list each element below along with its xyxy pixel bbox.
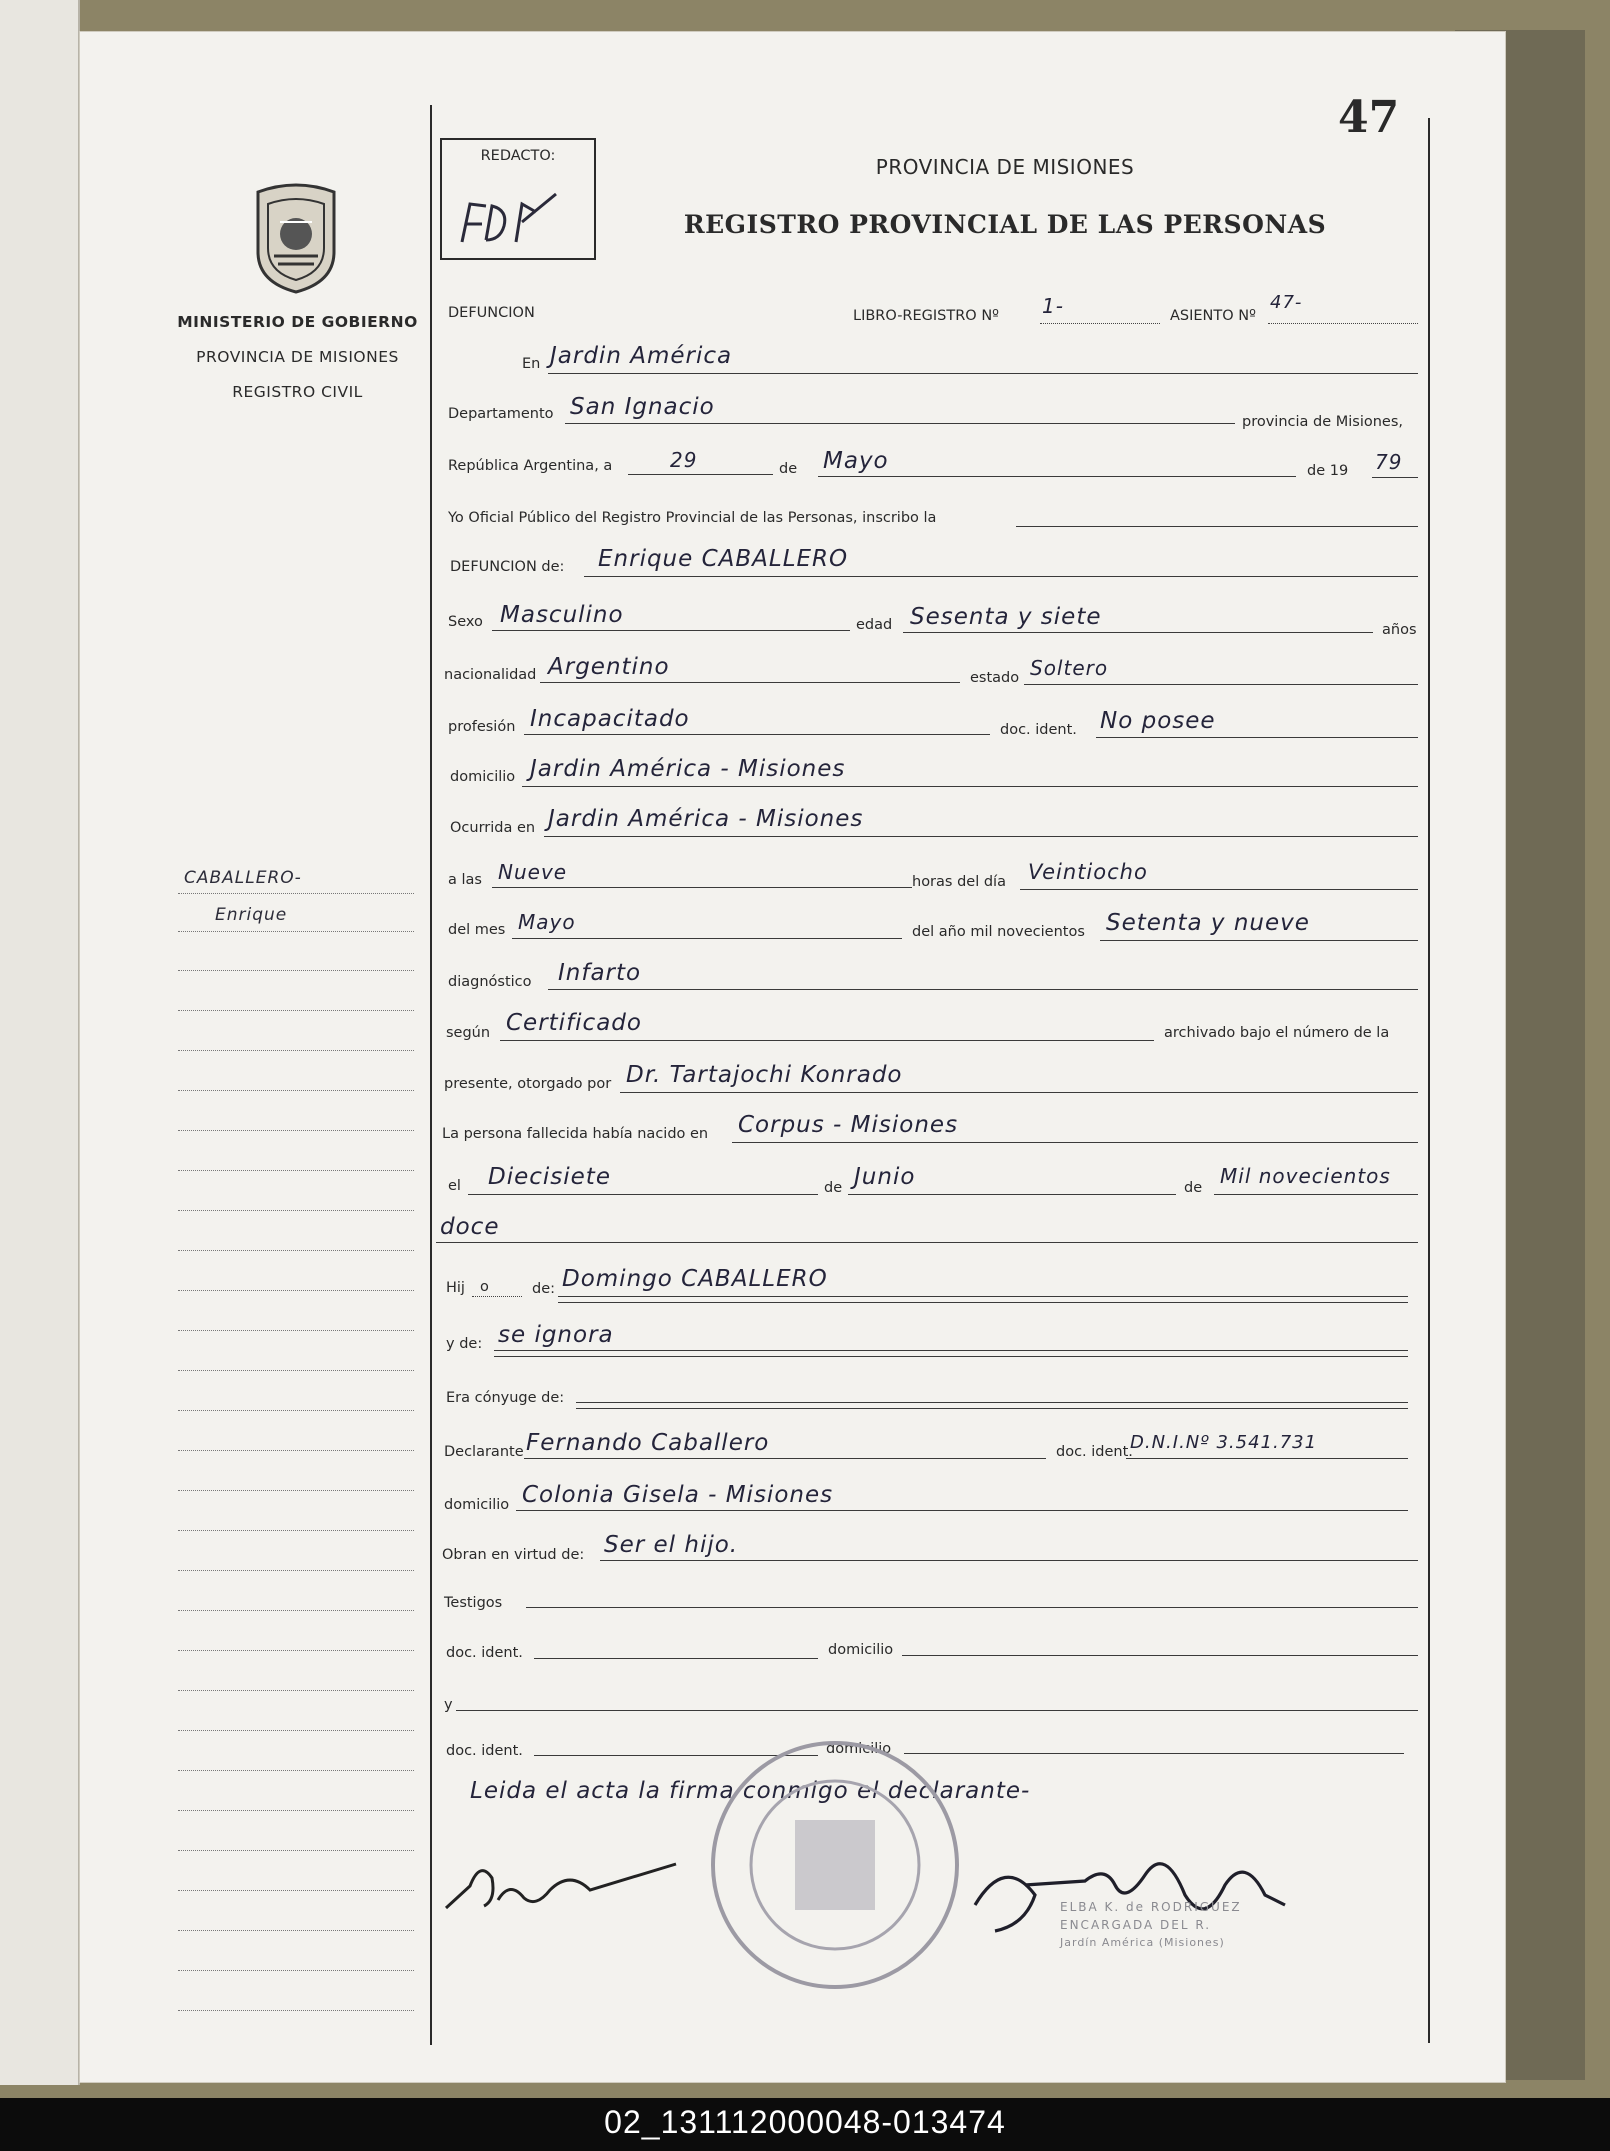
margin-note-name: Enrique xyxy=(215,905,288,925)
page-number: 47 xyxy=(1338,92,1400,143)
y-de-label: y de: xyxy=(446,1336,483,1352)
doc-ident-value: No posee xyxy=(1100,708,1216,734)
del-mes-label: del mes xyxy=(448,922,506,938)
edad-label: edad xyxy=(856,617,893,633)
a-las-label: a las xyxy=(448,872,482,888)
departamento-label: Departamento xyxy=(448,406,554,422)
birth-year-value-2: doce xyxy=(440,1214,500,1240)
decl-domicilio-label: domicilio xyxy=(444,1497,510,1513)
month-de-label: de xyxy=(779,461,798,477)
month-value: Mayo xyxy=(823,448,889,474)
decl-doc-value: D.N.I.Nº 3.541.731 xyxy=(1130,1432,1318,1453)
nacionalidad-value: Argentino xyxy=(548,654,670,680)
archivado-label: archivado bajo el número de la xyxy=(1164,1025,1390,1041)
diagnostico-value: Infarto xyxy=(558,960,642,986)
registry-seal-icon xyxy=(705,1735,965,1995)
provincia-suffix: provincia de Misiones, xyxy=(1242,414,1404,430)
del-mes-value: Mayo xyxy=(518,910,576,934)
redacto-label: REDACTO: xyxy=(480,148,556,164)
conyuge-label: Era cónyuge de: xyxy=(446,1390,565,1406)
segun-label: según xyxy=(446,1025,491,1041)
y-label: y xyxy=(444,1697,453,1713)
witness2-domicilio-label: domicilio xyxy=(826,1741,892,1757)
declarante-label: Declarante xyxy=(444,1444,524,1460)
sexo-label: Sexo xyxy=(448,614,483,630)
presente-label: presente, otorgado por xyxy=(444,1076,612,1092)
declarant-signature-icon xyxy=(440,1850,680,1920)
right-border xyxy=(1428,118,1430,2043)
testigos-label: Testigos xyxy=(444,1595,503,1611)
anos-label: años xyxy=(1382,622,1417,638)
birth-day-value: Diecisiete xyxy=(488,1164,611,1190)
del-ano-label: del año mil novecientos xyxy=(912,924,1085,940)
diagnostico-label: diagnóstico xyxy=(448,974,532,990)
horas-label: horas del día xyxy=(912,874,1006,890)
witness2-doc-label: doc. ident. xyxy=(446,1743,523,1759)
provincial-seal-icon xyxy=(248,182,344,294)
mother-value: se ignora xyxy=(498,1322,614,1348)
a-las-value: Nueve xyxy=(498,860,568,884)
officer-stamp-name: ELBA K. de RODRIGUEZ xyxy=(1060,1900,1242,1914)
facing-page xyxy=(0,0,80,2085)
hijo-label: Hij xyxy=(446,1280,465,1296)
del-ano-value: Setenta y nueve xyxy=(1106,910,1310,936)
horas-value: Veintiocho xyxy=(1028,860,1148,884)
ministry-province: PROVINCIA DE MISIONES xyxy=(196,348,399,366)
closing-note: Leida el acta la firma conmigo el declarante- xyxy=(470,1778,1031,1804)
domicilio-label: domicilio xyxy=(450,769,516,785)
birth-month-value: Junio xyxy=(854,1164,916,1190)
province-title: PROVINCIA DE MISIONES xyxy=(875,155,1135,179)
declarante-value: Fernando Caballero xyxy=(526,1430,770,1456)
obran-value: Ser el hijo. xyxy=(604,1532,739,1558)
profesion-value: Incapacitado xyxy=(530,706,690,732)
segun-value: Certificado xyxy=(506,1010,642,1036)
witness1-domicilio-label: domicilio xyxy=(828,1642,894,1658)
act-type-label: DEFUNCION xyxy=(448,305,535,321)
libro-label: LIBRO-REGISTRO Nº xyxy=(853,308,1000,324)
image-id-caption: 02_131112000048-013474 xyxy=(604,2104,1006,2140)
hijo-de-label: de: xyxy=(532,1281,556,1297)
defuncion-de-label: DEFUNCION de: xyxy=(450,559,565,575)
el-label: el xyxy=(448,1178,461,1194)
nacionalidad-label: nacionalidad xyxy=(444,667,537,683)
decl-doc-label: doc. ident. xyxy=(1056,1444,1133,1460)
margin-note-surname: CABALLERO- xyxy=(184,868,302,888)
birth-month-de-label: de xyxy=(824,1180,843,1196)
birth-year-de-label: de xyxy=(1184,1180,1203,1196)
ocurrida-value: Jardin América - Misiones xyxy=(548,806,864,832)
edad-value: Sesenta y siete xyxy=(910,604,1102,630)
redacto-box xyxy=(440,138,596,260)
libro-value: 1- xyxy=(1042,294,1064,318)
nacido-label: La persona fallecida había nacido en xyxy=(442,1126,709,1142)
presente-value: Dr. Tartajochi Konrado xyxy=(626,1062,903,1088)
yo-oficial-text: Yo Oficial Público del Registro Provincial de las Personas, inscribo la xyxy=(448,510,937,526)
obran-label: Obran en virtud de: xyxy=(442,1547,585,1563)
asiento-value: 47- xyxy=(1270,292,1303,313)
asiento-label: ASIENTO Nº xyxy=(1170,308,1256,324)
father-value: Domingo CABALLERO xyxy=(562,1266,828,1292)
sexo-value: Masculino xyxy=(500,602,624,628)
day-value: 29 xyxy=(670,448,698,472)
defuncion-de-value: Enrique CABALLERO xyxy=(598,546,849,572)
estado-value: Soltero xyxy=(1030,656,1109,680)
birth-year-value-1: Mil novecientos xyxy=(1220,1164,1391,1188)
officer-stamp-place: Jardín América (Misiones) xyxy=(1060,1936,1225,1949)
estado-label: estado xyxy=(970,670,1020,686)
decl-domicilio-value: Colonia Gisela - Misiones xyxy=(522,1482,834,1508)
ministry-name: MINISTERIO DE GOBIERNO xyxy=(177,313,418,331)
registry-title: REGISTRO PROVINCIAL DE LAS PERSONAS xyxy=(683,210,1327,239)
year-value: 79 xyxy=(1375,450,1403,474)
republica-label: República Argentina, a xyxy=(448,458,613,474)
hijo-suffix: o xyxy=(480,1279,489,1295)
en-value: Jardin América xyxy=(550,343,733,369)
nacido-value: Corpus - Misiones xyxy=(738,1112,959,1138)
year-prefix: de 19 xyxy=(1307,463,1349,479)
officer-stamp-role: ENCARGADA DEL R. xyxy=(1060,1918,1212,1932)
en-label: En xyxy=(522,356,541,372)
redacto-initials-icon xyxy=(456,192,566,252)
witness1-doc-label: doc. ident. xyxy=(446,1645,523,1661)
ministry-registry: REGISTRO CIVIL xyxy=(232,383,363,401)
ocurrida-label: Ocurrida en xyxy=(450,820,536,836)
departamento-value: San Ignacio xyxy=(570,394,715,420)
doc-ident-label: doc. ident. xyxy=(1000,722,1077,738)
profesion-label: profesión xyxy=(448,719,516,735)
domicilio-value: Jardin América - Misiones xyxy=(530,756,846,782)
